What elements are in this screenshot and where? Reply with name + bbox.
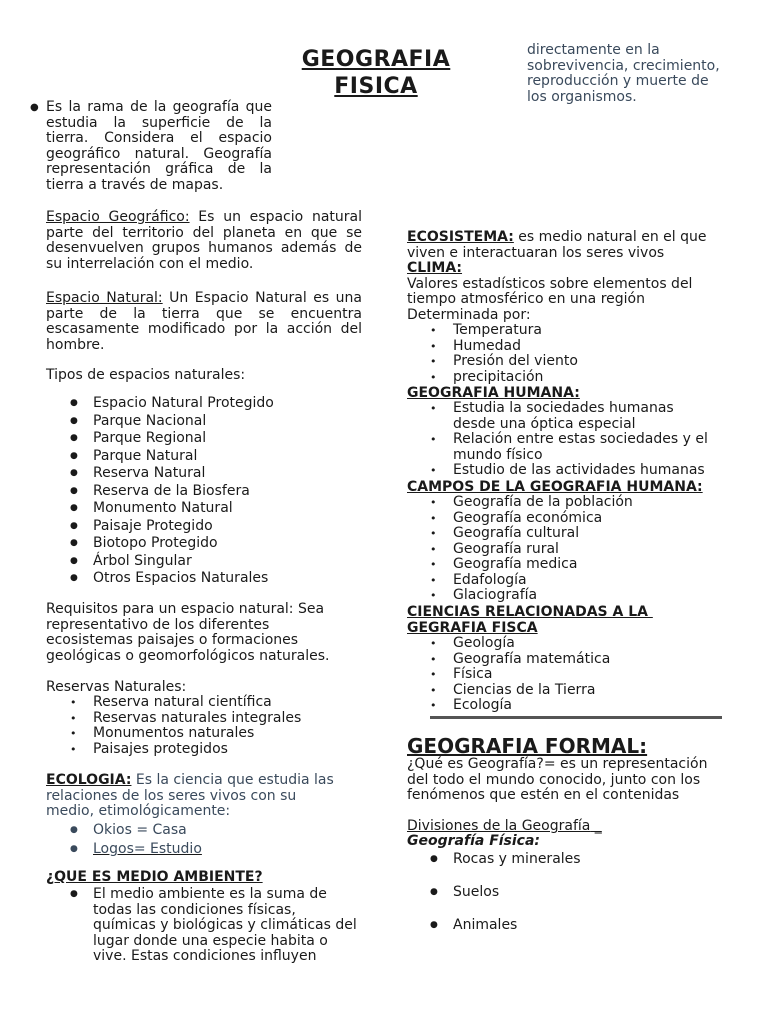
ciencias-label (407, 605, 653, 636)
clima-sub: Determinada por: (407, 306, 531, 323)
geo-formal-heading: GEOGRAFIA FORMAL: (407, 734, 648, 758)
ecologia-list (70, 821, 270, 858)
ecosistema-paragraph (407, 230, 727, 261)
clima-text: Valores estadísticos sobre elementos del tiempo atmosférico en una región (407, 275, 693, 307)
clima-list (430, 323, 720, 385)
campos-list (430, 495, 720, 604)
espacio-natural-text: Un Espacio Natural es una parte de la tierra que se encuentra escasamente modificado por la acción del hombre. (46, 290, 362, 353)
list-item: • Glaciografía (430, 588, 720, 604)
ecosistema-label: ECOSISTEMA: (407, 229, 514, 245)
list-item: • Reserva natural científica (70, 695, 330, 711)
title-line-1: GEOGRAFIA (301, 47, 451, 72)
list-item: ● Parque Regional (70, 430, 330, 448)
list-item: ● Árbol Singular (70, 553, 330, 571)
ciencias-list (430, 636, 720, 714)
tipos-list (70, 395, 330, 588)
list-item: • Temperatura (430, 323, 720, 339)
continuation-text: directamente en la sobrevivencia, crecimiento, reproducción y muerte de los organismos. (527, 42, 720, 105)
reservas-heading: Reservas Naturales: (46, 679, 187, 695)
list-item: ● Parque Natural (70, 448, 330, 466)
ecosistema-text: es medio natural en el que viven e interactuaran los seres vivos (407, 229, 707, 261)
list-item: • Geografía cultural (430, 526, 720, 542)
list-item: ● Rocas y minerales (430, 851, 720, 867)
bullet-icon: ● (30, 102, 39, 113)
list-item: • Presión del viento (430, 354, 720, 370)
list-item: ● Otros Espacios Naturales (70, 570, 330, 588)
list-item: • Geografía económica (430, 511, 720, 527)
clima-label: CLIMA: (407, 260, 463, 276)
divisiones-label: Divisiones de la Geografía (407, 818, 591, 834)
geo-formal-text: ¿Qué es Geografía?= es un representación del todo el mundo conocido, junto con los fenómenos que estén en el contenidas (407, 756, 708, 803)
geo-humana-list (430, 401, 720, 479)
ecologia-paragraph (46, 773, 346, 820)
list-item: • Edafología (430, 573, 720, 589)
list-item: ● Okios = Casa (70, 821, 270, 839)
divisiones-tail: _ (590, 818, 602, 834)
list-item: ● Reserva Natural (70, 465, 330, 483)
list-item: • Estudia la sociedades humanas desde una óptica especial (430, 401, 720, 432)
list-item: • Física (430, 667, 720, 683)
title-line-2: FISICA (334, 74, 418, 99)
list-item: • Geografía rural (430, 542, 720, 558)
medio-ambiente-heading: ¿QUE ES MEDIO AMBIENTE? (46, 869, 263, 885)
geo-fisica-list (430, 851, 720, 933)
list-item: • Reservas naturales integrales (70, 711, 330, 727)
list-item: ● Reserva de la Biosfera (70, 483, 330, 501)
ecologia-label: ECOLOGIA: (46, 772, 132, 788)
medio-ambiente-list (70, 887, 362, 965)
list-item: ● Logos= Estudio (70, 840, 270, 858)
ciencias-label-line-1: CIENCIAS RELACIONADAS A LA (407, 604, 653, 620)
list-item: • Geografía de la población (430, 495, 720, 511)
geo-fisica-label: Geografía Física: (407, 833, 541, 849)
list-item: ● Suelos (430, 884, 720, 900)
espacio-geografico-label: Espacio Geográfico: (46, 209, 190, 225)
clima-section (407, 261, 727, 323)
list-item: ● Biotopo Protegido (70, 535, 330, 553)
list-item: ● El medio ambiente es la suma de todas las condiciones físicas, químicas y biológicas y climáticas del lugar donde una especie habita o vive. Estas condiciones influyen (70, 887, 362, 965)
espacio-natural-label: Espacio Natural: (46, 290, 163, 306)
list-item: ● Espacio Natural Protegido (70, 395, 330, 413)
intro-text: Es la rama de la geografía que estudia la superficie de la tierra. Considera el espacio geográfico natural. Geografía representación gráfica de la tierra a través de mapas. (46, 99, 272, 193)
list-item: • Geografía matemática (430, 652, 720, 668)
list-item: • Paisajes protegidos (70, 742, 330, 758)
espacio-geografico-paragraph (46, 210, 362, 272)
intro-bullet (30, 100, 272, 193)
campos-label: CAMPOS DE LA GEOGRAFIA HUMANA: (407, 479, 703, 495)
espacio-geografico-text: Es un espacio natural parte del territorio del planeta en que se desenvuelven grupos humanos además de su interrelación con el medio. (46, 209, 362, 272)
list-item: ● Monumento Natural (70, 500, 330, 518)
reservas-list (70, 695, 330, 757)
ciencias-label-line-2: GEGRAFIA FISCA (407, 619, 538, 636)
section-divider (430, 716, 722, 719)
list-item: • Geología (430, 636, 720, 652)
ecologia-text: Es la ciencia que estudia las relaciones de los seres vivos con su medio, etimológicamente: (46, 772, 334, 819)
list-item: ● Paisaje Protegido (70, 518, 330, 536)
list-item: • Humedad (430, 339, 720, 355)
list-item: • Ciencias de la Tierra (430, 683, 720, 699)
list-item: • Estudio de las actividades humanas (430, 463, 720, 479)
requisitos-paragraph: Requisitos para un espacio natural: Sea representativo de los diferentes ecosistemas paisajes o formaciones geológicas o geomorfológicos naturales. (46, 601, 330, 664)
geo-humana-label: GEOGRAFIA HUMANA: (407, 385, 580, 401)
list-item: • Geografía medica (430, 557, 720, 573)
page-title (288, 46, 464, 100)
espacio-natural-paragraph (46, 291, 362, 353)
list-item: • Relación entre estas sociedades y el mundo físico (430, 432, 720, 463)
tipos-heading: Tipos de espacios naturales: (46, 367, 246, 383)
list-item: • Ecología (430, 698, 720, 714)
list-item: ● Parque Nacional (70, 413, 330, 431)
list-item: ● Animales (430, 917, 720, 933)
list-item: • Monumentos naturales (70, 726, 330, 742)
list-item: • precipitación (430, 370, 720, 386)
